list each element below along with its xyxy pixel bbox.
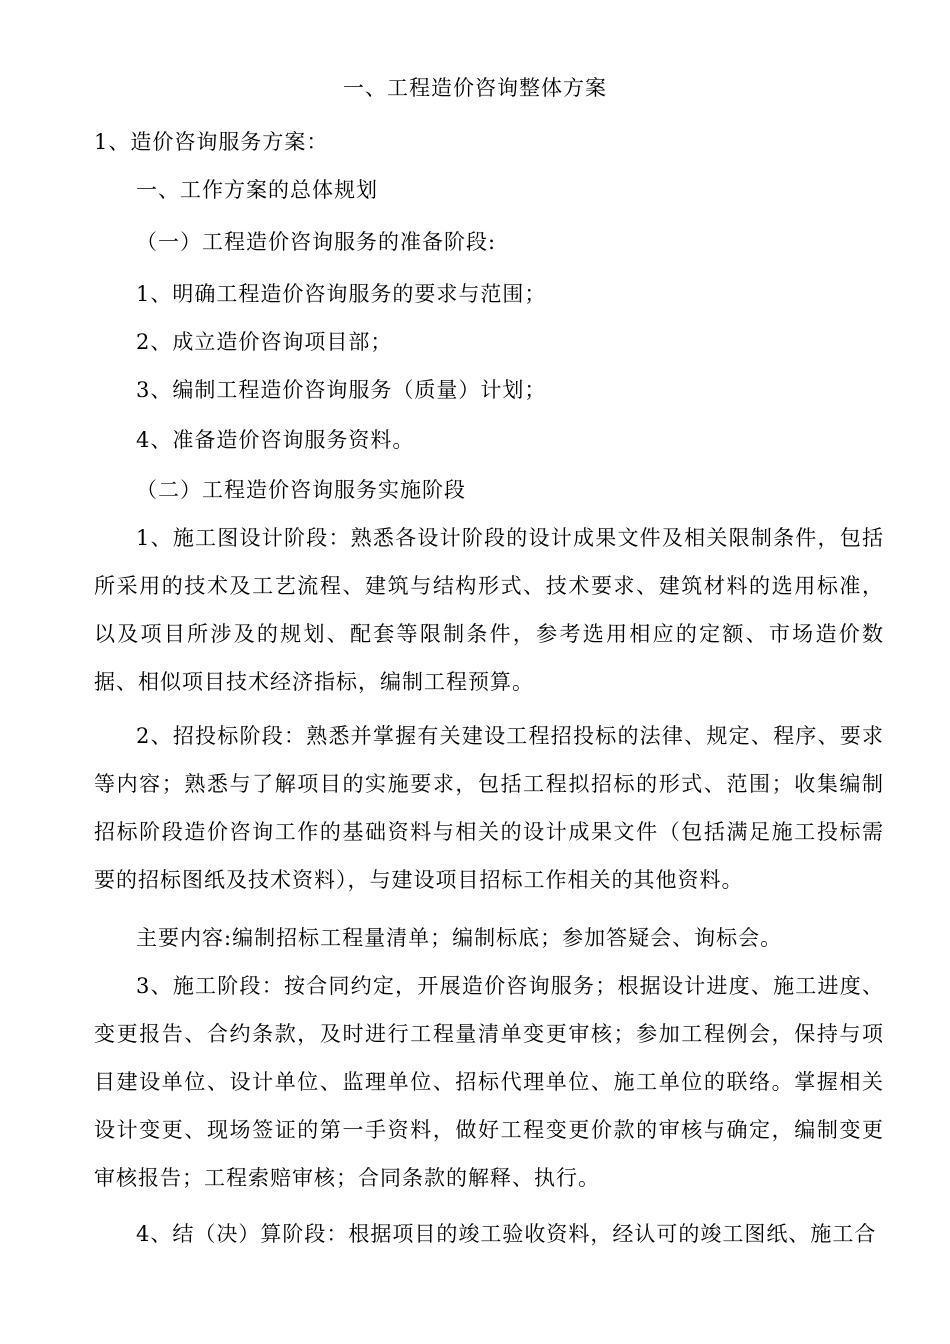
paragraph-construction-stage: 3、施工阶段：按合同约定，开展造价咨询服务；根据设计进度、施工进度、变更报告、合约条款，及时进行工程量清单变更审核；参加工程例会，保持与项目建设单位、设计单位、监理单位、招标代理单位、施工单位的联络。掌握相关设计变更、现场签证的第一手资料，做好工程变更价款的审核与确定，编制变更审核报告；工程索赔审核；合同条款的解释、执行。 — [94, 974, 884, 1190]
paragraph-design-stage: 1、施工图设计阶段：熟悉各设计阶段的设计成果文件及相关限制条件，包括所采用的技术及工艺流程、建筑与结构形式、技术要求、建筑材料的选用标准，以及项目所涉及的规划、配套等限制条件，参考选用相应的定额、市场造价数据、相似项目技术经济指标，编制工程预算。 — [94, 526, 884, 694]
stage1-item: 3、编制工程造价咨询服务（质量）计划； — [136, 378, 547, 402]
part-heading: 一、工作方案的总体规划 — [136, 178, 378, 202]
paragraph-bidding-stage: 2、招投标阶段：熟悉并掌握有关建设工程招投标的法律、规定、程序、要求等内容；熟悉与了解项目的实施要求，包括工程拟招标的形式、范围；收集编制招标阶段造价咨询工作的基础资料与相关的设计成果文件（包括满足施工投标需要的招标图纸及技术资料），与建设项目招标工作相关的其他资料。 — [94, 724, 884, 892]
paragraph-settlement-stage: 4、结（决）算阶段：根据项目的竣工验收资料，经认可的竣工图纸、施工合 — [136, 1222, 877, 1246]
stage1-item: 2、成立造价咨询项目部； — [136, 330, 393, 354]
section-heading: 1、造价咨询服务方案： — [94, 130, 329, 154]
stage1-item: 1、明确工程造价咨询服务的要求与范围； — [136, 282, 547, 306]
stage2-heading: （二）工程造价咨询服务实施阶段 — [136, 478, 466, 502]
stage1-item: 4、准备造价咨询服务资料。 — [136, 428, 415, 452]
document-title: 一、工程造价咨询整体方案 — [343, 76, 607, 100]
stage1-heading: （一）工程造价咨询服务的准备阶段: — [136, 230, 497, 254]
paragraph-main-content: 主要内容:编制招标工程量清单；编制标底；参加答疑会、询标会。 — [136, 926, 783, 950]
